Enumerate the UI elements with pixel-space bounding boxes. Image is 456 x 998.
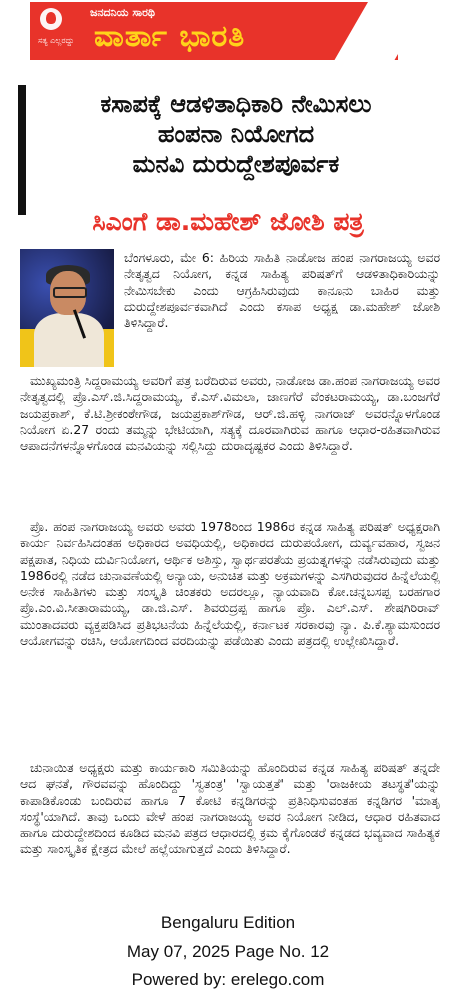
headline <box>18 85 446 215</box>
edition-label: Bengaluru Edition <box>160 913 296 932</box>
headline-line-2: ಹಂಪನಾ ನಿಯೋಗದ <box>157 120 315 148</box>
logo-icon <box>40 8 62 30</box>
author-photo <box>20 249 114 367</box>
article-intro: ಬೆಂಗಳೂರು, ಮೇ 6: ಹಿರಿಯ ಸಾಹಿತಿ ನಾಡೋಜ ಹಂಪ ನಾಗರಾಜಯ್ಯ ಅವರ ನೇತೃತ್ವದ ನಿಯೋಗ, ಕನ್ನಡ ಸಾಹಿತ್ಯ ಪರಿಷತ್‌ಗೆ ಆಡಳಿತಾಧಿಕಾರಿಯನ್ನು ನೇಮಿಸಬೇಕು ಎಂದು ಆಗ್ರಹಿಸಿರುವುದು ಕಾನೂನು ಬಾಹಿರ ಮತ್ತು ದುರುದ್ದೇಶಪೂರ್ವಕವಾಗಿದೆ ಎಂದು ಕಸಾಪ ಅಧ್ಯಕ್ಷ ಡಾ.ಮಹೇಶ್ ಜೋಶಿ ತಿಳಿಸಿದ್ದಾರೆ. <box>124 250 440 331</box>
subheadline: ಸಿಎಂಗೆ ಡಾ.ಮಹೇಶ್ ಜೋಶಿ ಪತ್ರ <box>92 207 364 236</box>
masthead-slant <box>335 2 398 60</box>
masthead-banner <box>30 2 398 60</box>
date-page-label: May 07, 2025 Page No. 12 <box>126 942 330 961</box>
powered-by-link[interactable]: Powered by: erelego.com <box>131 970 325 989</box>
headline-line-1: ಕಸಾಪಕ್ಕೆ ಆಡಳಿತಾಧಿಕಾರಿ ನೇಮಿಸಲು <box>100 90 372 118</box>
article-paragraph-2: ಮುಖ್ಯಮಂತ್ರಿ ಸಿದ್ದರಾಮಯ್ಯ ಅವರಿಗೆ ಪತ್ರ ಬರೆದಿರುವ ಅವರು, ನಾಡೋಜ ಡಾ.ಹಂಪ ನಾಗರಾಜಯ್ಯ ಅವರ ನೇತೃತ್ವದಲ್ಲಿ ಪ್ರೊ.ಎಸ್.ಜಿ.ಸಿದ್ದರಾಮಯ್ಯ, ಕೆ.ಎಸ್.ವಿಮಲಾ, ಜಾಣಗೆರೆ ವೆಂಕಟರಾಮಯ್ಯ, ಡಾ.ಬಂಜಗೆರೆ ಜಯಪ್ರಕಾಶ್, ಕೆ.ಟಿ.ಶ್ರೀಕಂಠೇಗೌಡ, ಜಯಪ್ರಕಾಶ್‌ಗೌಡ, ಆರ್.ಜಿ.ಹಳ್ಳಿ ನಾಗರಾಜ್ ಅವರನ್ನೊಳಗೊಂಡ ನಿಯೋಗ ಏ.27 ರಂದು ತಮ್ಮನ್ನು ಭೇಟಿಯಾಗಿ, ಸತ್ಯಕ್ಕೆ ದೂರವಾಗಿರುವ ಹಾಗೂ ಆಧಾರ-ರಹಿತವಾಗಿರುವ ಆಪಾದನೆಗಳನ್ನೊಳಗೊಂಡ ಮನವಿಯನ್ನು ಸಲ್ಲಿಸಿದ್ದು ದುರಾದೃಷ್ಟಕರ ಎಂದು ತಿಳಿಸಿದ್ದಾರೆ. <box>20 373 440 454</box>
masthead-tagline: ಜನದನಿಯ ಸಾರಥಿ <box>90 6 155 19</box>
article-paragraph-3: ಪ್ರೊ. ಹಂಪ ನಾಗರಾಜಯ್ಯ ಅವರು ಅವರು 1978ರಿಂದ 1986ರ ಕನ್ನಡ ಸಾಹಿತ್ಯ ಪರಿಷತ್ ಅಧ್ಯಕ್ಷರಾಗಿ ಕಾರ್ಯ ನಿರ್ವಹಿಸಿದಂತಹ ಅಧಿಕಾರದ ಅವಧಿಯಲ್ಲಿ, ಅಧಿಕಾರದ ದುರುಪಯೋಗ, ದುರ್ವ್ಯವಹಾರ, ಸ್ವಜನ ಪಕ್ಷಪಾತ, ನಿಧಿಯ ದುರ್ವಿನಿಯೋಗ, ಆರ್ಥಿಕ ಅಶಿಸ್ತು, ಸ್ವಾರ್ಥಪರತೆಯ ಪ್ರಯತ್ನಗಳನ್ನು ನಡೆಸಿರುವುದು ಮತ್ತು 1986ರಲ್ಲಿ ನಡೆದ ಚುನಾವಣೆಯಲ್ಲಿ ಅನ್ಯಾಯ, ಅನುಚಿತ ಮತ್ತು ಅಕ್ರಮಗಳನ್ನು ಎಸಗಿರುವುದರ ಹಿನ್ನೆಲೆಯಲ್ಲಿ ಅನೇಕ ಸಾಹಿತಿಗಳು ಮತ್ತು ಸಂಸ್ಕೃತಿ ಚಿಂತಕರು ಅದರಲ್ಲೂ, ನ್ಯಾಯವಾದಿ ಕೋ.ಚನ್ನಬಸಪ್ಪ ಬರಹಗಾರ ಪ್ರೊ.ಎಂ.ವಿ.ಸೀತಾರಾಮಯ್ಯ, ಡಾ.ಜಿ.ಎಸ್. ಶಿವರುದ್ರಪ್ಪ ಹಾಗೂ ಪ್ರೊ. ಎಲ್.ಎಸ್. ಶೇಷಗಿರಿರಾವ್ ಮುಂತಾದವರು ವ್ಯಕ್ತಪಡಿಸಿದ ಪ್ರತಿಭಟನೆಯ ಹಿನ್ನೆಲೆಯಲ್ಲಿ, ಕರ್ನಾಟಕ ಸರಕಾರವು ನ್ಯಾ. ಪಿ.ಕೆ.ಶ್ಯಾಮಸುಂದರ ಆಯೋಗವನ್ನು ರಚಿಸಿ, ಆಯೋಗದಿಂದ ವರದಿಯನ್ನು ಪಡೆಯಿತು ಎಂದು ಪತ್ರದಲ್ಲಿ ಉಲ್ಲೇಖಿಸಿದ್ದಾರೆ. <box>20 519 440 649</box>
article-paragraph-4: ಚುನಾಯಿತ ಅಧ್ಯಕ್ಷರು ಮತ್ತು ಕಾರ್ಯಕಾರಿ ಸಮಿತಿಯನ್ನು ಹೊಂದಿರುವ ಕನ್ನಡ ಸಾಹಿತ್ಯ ಪರಿಷತ್ ತನ್ನದೇ ಆದ ಘನತೆ, ಗೌರವವನ್ನು ಹೊಂದಿದ್ದು 'ಸ್ವತಂತ್ರ' 'ಸ್ವಾಯತ್ತತೆ' ಮತ್ತು 'ರಾಜಕೀಯ ತಟಸ್ಥತೆ'ಯನ್ನು ಕಾಪಾಡಿಕೊಂಡು ಬಂದಿರುವ ಹಾಗೂ 7 ಕೋಟಿ ಕನ್ನಡಿಗರನ್ನು ಪ್ರತಿನಿಧಿಸುವಂತಹ ಕನ್ನಡಿಗರ 'ಮಾತೃ ಸಂಸ್ಥೆ'ಯಾಗಿದೆ. ತಾವು ಒಂದು ವೇಳೆ ಹಂಪ ನಾಗರಾಜಯ್ಯ ಅವರ ನಿಯೋಗ ನೀಡಿದ, ಆಧಾರ ರಹಿತವಾದ ಹಾಗೂ ದುರುದ್ದೇಶದಿಂದ ಕೂಡಿದ ಮನವಿ ಪತ್ರದ ಆಧಾರದಲ್ಲಿ ಕ್ರಮ ಕೈಗೊಂಡರೆ ಕನ್ನಡದ ಭವ್ಯವಾದ ಸಾಹಿತ್ಯಕ ಮತ್ತು ಸಾಂಸ್ಕೃತಿಕ ಕ್ಷೇತ್ರದ ಮೇಲೆ ಹಲ್ಲೆಯಾಗುತ್ತದೆ ಎಂದು ತಿಳಿಸಿದ್ದಾರೆ. <box>20 760 440 857</box>
logo-motto: ಸತ್ಯ ಎಲ್ಲರದ್ದು <box>37 36 75 45</box>
headline-line-3: ಮನವಿ ದುರುದ್ದೇಶಪೂರ್ವಕ <box>132 150 340 178</box>
masthead-brand: ವಾರ್ತಾ ಭಾರತಿ <box>94 19 246 54</box>
